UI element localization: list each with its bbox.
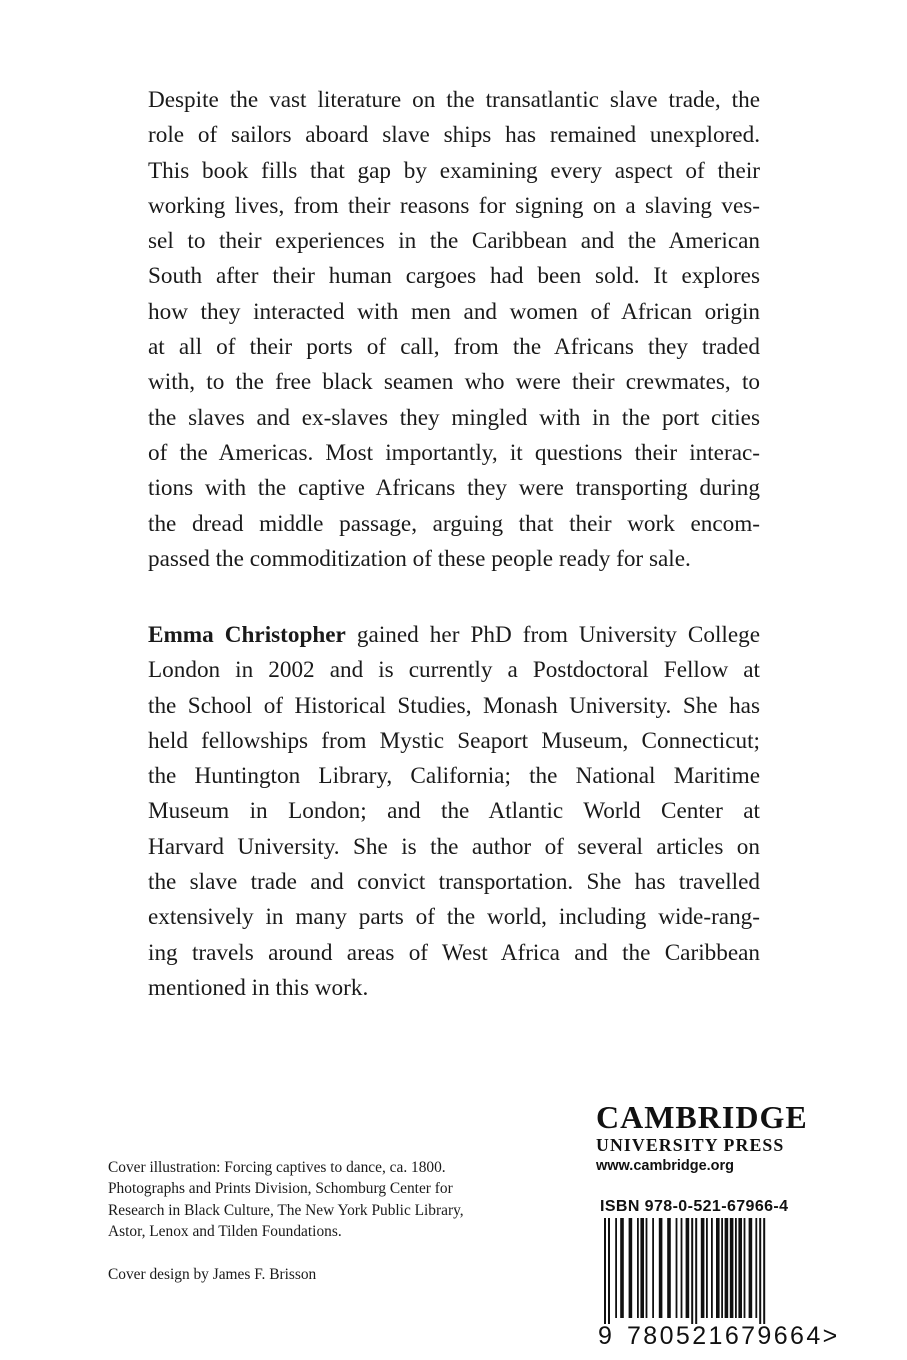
author-bio xyxy=(148,618,760,1006)
cover-illustration-line: Astor, Lenox and Tilden Foundations. xyxy=(108,1222,342,1240)
barcode-digits xyxy=(627,1322,840,1350)
blurb-line: of the Americas. Most importantly, it questions their interac- xyxy=(148,439,760,466)
bio-line: ing travels around areas of West Africa and the Caribbean xyxy=(148,939,760,966)
isbn-barcode xyxy=(604,1218,766,1324)
author-name: Emma Christopher xyxy=(148,622,346,648)
bio-line: held fellowships from Mystic Seaport Museum, Connecticut; xyxy=(148,727,760,754)
barcode-bar xyxy=(646,1218,648,1318)
publisher-name: CAMBRIDGE xyxy=(596,1099,808,1135)
bio-line: the slave trade and convict transportation. She has travelled xyxy=(148,869,760,896)
blurb-line: passed the commoditization of these people ready for sale. xyxy=(148,545,691,572)
barcode-bar xyxy=(686,1218,690,1318)
barcode-number: 780521679664 xyxy=(627,1322,823,1350)
barcode-bar xyxy=(676,1218,678,1318)
barcode-bar xyxy=(629,1218,633,1318)
blurb-line: the slaves and ex-slaves they mingled with in the port cities xyxy=(148,404,760,431)
blurb-line: with, to the free black seamen who were their crewmates, to xyxy=(148,369,760,396)
blurb-line: sel to their experiences in the Caribbean and the American xyxy=(148,228,760,255)
barcode-end-mark: > xyxy=(822,1322,840,1350)
barcode-guard-bar xyxy=(691,1218,693,1324)
blurb-line: This book fills that gap by examining every aspect of their xyxy=(148,157,760,184)
barcode-bar xyxy=(730,1218,734,1318)
bio-line: extensively in many parts of the world, including wide-rang- xyxy=(148,904,760,931)
barcode-bar xyxy=(735,1218,737,1318)
barcode-bar xyxy=(620,1218,624,1318)
barcode-bar xyxy=(716,1218,720,1318)
blurb-line: South after their human cargoes had been sold. It explores xyxy=(148,263,760,290)
back-cover-blurb xyxy=(148,83,760,577)
barcode-guard-bar xyxy=(759,1218,761,1324)
barcode-bar xyxy=(749,1218,753,1318)
barcode-guard-bar xyxy=(695,1218,697,1324)
barcode-bar xyxy=(615,1218,617,1318)
bio-line: mentioned in this work. xyxy=(148,974,369,1001)
blurb-line: how they interacted with men and women of African origin xyxy=(148,298,760,325)
barcode-bar xyxy=(637,1218,639,1318)
cover-illustration-line: Research in Black Culture, The New York Public Library, xyxy=(108,1201,464,1219)
barcode-first-digit: 9 xyxy=(598,1322,612,1350)
cover-illustration-line: Cover illustration: Forcing captives to dance, ca. 1800. xyxy=(108,1159,446,1176)
blurb-line: tions with the captive Africans they were transporting during xyxy=(148,475,760,502)
bio-line: Museum in London; and the Atlantic World Center at xyxy=(148,798,760,825)
bio-line: Harvard University. She is the author of several articles on xyxy=(148,833,760,860)
barcode-bar xyxy=(659,1218,663,1318)
blurb-line: working lives, from their reasons for signing on a slaving ves- xyxy=(148,192,760,219)
cover-illustration-line: Photographs and Prints Division, Schomburg Center for xyxy=(108,1180,453,1198)
bio-line: London in 2002 and is currently a Postdoctoral Fellow at xyxy=(148,657,760,684)
barcode-bar xyxy=(744,1218,746,1318)
barcode-bar xyxy=(738,1218,742,1318)
cover-illustration-credit xyxy=(108,1157,538,1242)
publisher-subtitle: UNIVERSITY PRESS xyxy=(596,1135,785,1155)
barcode-bar xyxy=(652,1218,654,1318)
isbn-block xyxy=(600,1197,830,1217)
barcode-bar xyxy=(725,1218,729,1318)
barcode-bar xyxy=(706,1218,708,1318)
bio-line: the Huntington Library, California; the National Maritime xyxy=(148,763,760,790)
bio-first-line xyxy=(148,618,760,653)
barcode-guard-bar xyxy=(763,1218,765,1324)
barcode-bar xyxy=(755,1218,757,1318)
cover-design-credit: Cover design by James F. Brisson xyxy=(108,1266,317,1283)
barcode-bar xyxy=(667,1218,671,1318)
barcode-bar xyxy=(711,1218,713,1318)
bio-first-line-rest: gained her PhD from University College xyxy=(345,622,761,648)
barcode-guard-bar xyxy=(604,1218,606,1324)
blurb-line: at all of their ports of call, from the Africans they traded xyxy=(148,334,760,361)
bio-line: the School of Historical Studies, Monash University. She has xyxy=(148,692,760,719)
barcode-bar xyxy=(681,1218,683,1318)
blurb-line: role of sailors aboard slave ships has remained unexplored. xyxy=(148,122,760,149)
barcode-bar xyxy=(640,1218,644,1318)
barcode-guard-bar xyxy=(608,1218,610,1324)
blurb-line: the dread middle passage, arguing that their work encom- xyxy=(148,510,760,537)
publisher-url: www.cambridge.org xyxy=(596,1158,735,1174)
publisher-logo xyxy=(596,1100,836,1176)
barcode-bar xyxy=(701,1218,705,1318)
blurb-line: Despite the vast literature on the transatlantic slave trade, the xyxy=(148,87,760,113)
barcode-bar xyxy=(721,1218,723,1318)
isbn-label: ISBN 978-0-521-67966-4 xyxy=(600,1198,789,1215)
